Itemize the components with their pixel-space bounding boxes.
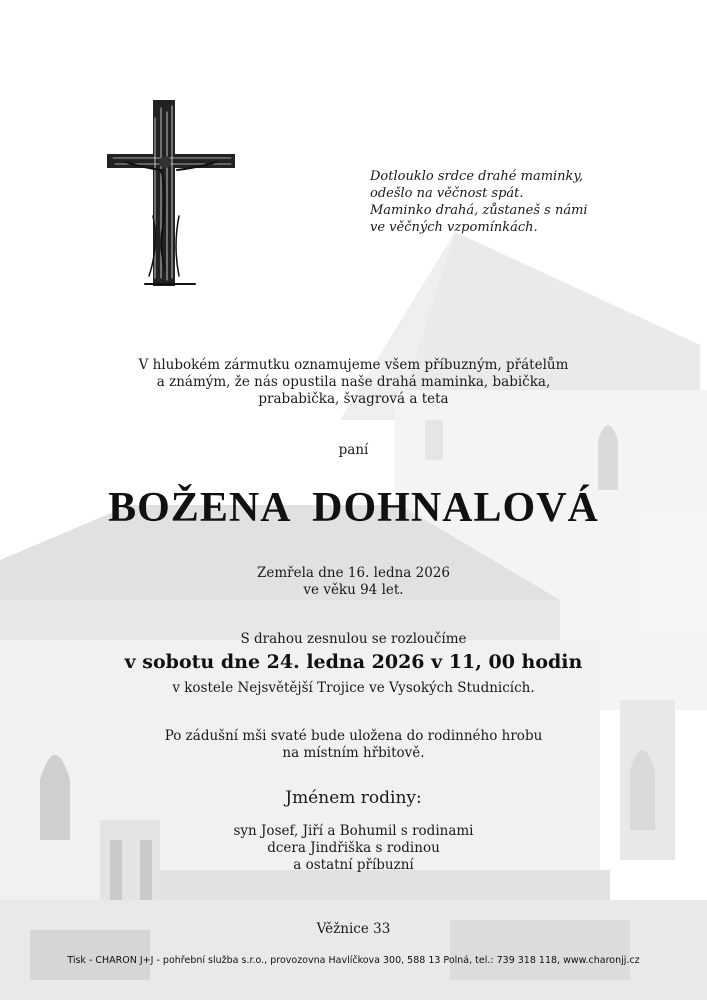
burial-line-1: Po zádušní mši svaté bude uložena do rodinného hrobu [164, 728, 543, 744]
title-word: paní [338, 442, 369, 458]
crucifix-icon [105, 98, 237, 290]
farewell-date-time: v sobotu dne 24. ledna 2026 v 11, 00 hodin [124, 651, 583, 673]
family-line-1: syn Josef, Jiří a Bohumil s rodinami [233, 823, 474, 839]
announcement-line-2: a známým, že nás opustila naše drahá maminka, babička, [156, 374, 551, 390]
poem-line-4: ve věčných vzpomínkách. [370, 220, 538, 235]
poem-line-2: odešlo na věčnost spát. [370, 186, 524, 201]
family-heading: Jménem rodiny: [285, 788, 422, 808]
announcement-line-3: prababička, švagrová a teta [258, 391, 449, 407]
family-line-3: a ostatní příbuzní [293, 857, 414, 873]
printer-footer: Tisk - CHARON J+J - pohřební služba s.r.o., provozovna Havlíčkova 300, 588 13 Polná, tel.: 739 318 118, www.charonjj.cz [67, 955, 640, 966]
farewell-place: v kostele Nejsvětější Trojice ve Vysokých Studnicích. [172, 680, 535, 696]
death-age: ve věku 94 let. [303, 582, 404, 598]
death-date: Zemřela dne 16. ledna 2026 [257, 565, 450, 581]
address: Věžnice 33 [316, 921, 391, 937]
deceased-name: BOŽENA DOHNALOVÁ [108, 485, 599, 531]
poem-line-1: Dotlouklo srdce drahé maminky, [370, 169, 584, 184]
poem-line-3: Maminko drahá, zůstaneš s námi [370, 203, 588, 218]
family-line-2: dcera Jindřiška s rodinou [267, 840, 440, 856]
farewell-intro: S drahou zesnulou se rozloučíme [240, 631, 467, 647]
burial-line-2: na místním hřbitově. [282, 745, 425, 761]
announcement-line-1: V hlubokém zármutku oznamujeme všem příbuzným, přátelům [138, 357, 569, 373]
